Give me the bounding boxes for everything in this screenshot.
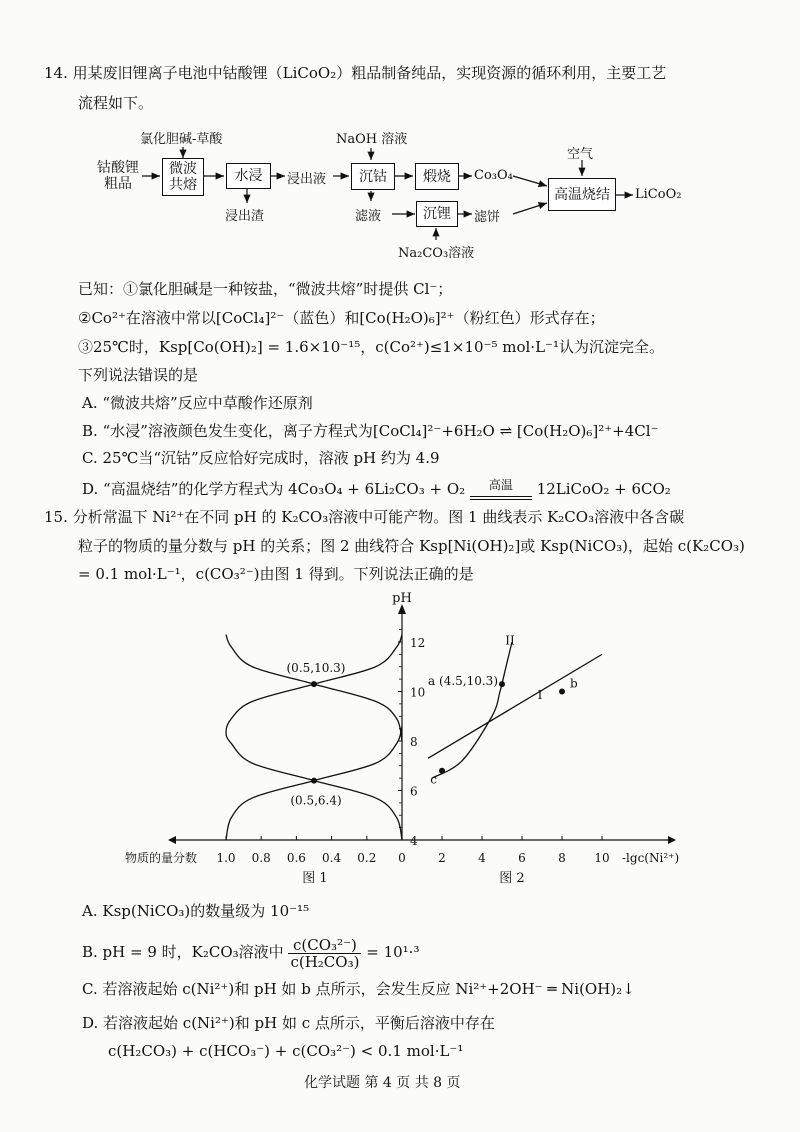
fig1-x-tick-label: 0 — [398, 851, 406, 865]
q14-stem-line1: 14. 用某废旧锂离子电池中钴酸锂（LiCoO₂）粗品制备纯品，实现资源的循环利用，主要工艺 — [44, 64, 667, 82]
fig2-point-3 — [439, 768, 445, 774]
fig1-x-axis-label: 物质的量分数 — [124, 851, 198, 865]
q15-option-c: C. 若溶液起始 c(Ni²⁺)和 pH 如 b 点所示，会发生反应 Ni²⁺+2OH⁻ ═ Ni(OH)₂↓ — [82, 980, 635, 998]
x-axis-arrow-left — [168, 836, 176, 844]
flow-step-li-precip: 沉锂 — [416, 201, 458, 227]
fig1-x-tick-label: 1.0 — [216, 851, 236, 865]
fig2-curve-label-I: I — [537, 687, 543, 702]
fig2-x-axis-label: -lgc(Ni²⁺) — [622, 851, 680, 865]
fig2-title: 图 2 — [499, 871, 525, 886]
y-tick-label: 8 — [410, 735, 418, 749]
q15-option-b — [82, 930, 419, 974]
q14-option-d-left: D. “高温烧结”的化学方程式为 4Co₃O₄ + 6Li₂CO₃ + O₂ — [82, 480, 466, 498]
q15-option-b-fraction — [288, 937, 361, 970]
fig2-curve-label-II: II — [505, 633, 515, 648]
fig1-point-2 — [311, 778, 317, 784]
y-tick-label: 12 — [410, 636, 426, 650]
q15-option-b-numerator: c(CO₃²⁻) — [288, 937, 361, 954]
q14-option-b: B. “水浸”溶液颜色发生变化，离子方程式为[CoCl₄]²⁻+6H₂O ⇌ [Co(H₂O)₆]²⁺+4Cl⁻ — [82, 422, 659, 440]
y-tick-label: 10 — [410, 685, 426, 700]
q14-option-d-arrow — [470, 478, 532, 500]
q14-question: 下列说法错误的是 — [78, 366, 199, 384]
fig2-x-tick-label: 8 — [558, 851, 566, 865]
fig2-x-tick-label: 10 — [594, 851, 610, 865]
flow-feed-label: 钴酸锂 粗品 — [97, 160, 139, 192]
fig1-title: 图 1 — [302, 871, 328, 886]
fig2-x-tick-label: 2 — [438, 851, 446, 865]
q14-option-d-condition: 高温 — [488, 478, 513, 492]
q14-option-d-right: 12LiCoO₂ + 6CO₂ — [536, 480, 671, 498]
fig1-curve-3 — [226, 635, 402, 741]
q14-stem-line2: 流程如下。 — [78, 94, 154, 112]
flow-leachate-label: 浸出液 — [287, 172, 327, 187]
q14-known-3: ③25℃时，Ksp[Co(OH)₂] = 1.6×10⁻¹⁵，c(Co²⁺)≤1×10⁻⁵ mol·L⁻¹认为沉淀完全。 — [78, 338, 664, 356]
q15-figures — [0, 590, 800, 890]
fig2-curve-I — [428, 654, 602, 758]
fig2-point-2 — [559, 689, 565, 695]
flow-residue-label: 浸出渣 — [225, 209, 265, 224]
fig2-point-label-1: a (4.5,10.3) — [428, 674, 498, 689]
fig1-x-tick-label: 0.2 — [357, 851, 377, 865]
flow-step-sinter: 高温烧结 — [548, 178, 616, 211]
q14-option-a: A. “微波共熔”反应中草酸作还原剂 — [82, 394, 313, 412]
q14-option-d — [82, 478, 671, 500]
page-footer: 化学试题 第 4 页 共 8 页 — [304, 1075, 461, 1091]
fig1-point-label-2: (0.5,6.4) — [290, 793, 342, 808]
flow-reagent1-label: 氯化胆碱-草酸 — [140, 132, 223, 147]
flow-step-water-leach: 水浸 — [226, 163, 271, 189]
fig1-x-tick-label: 0.4 — [322, 851, 342, 865]
flow-step-co-precip: 沉钴 — [351, 163, 395, 190]
fig1-point-1 — [311, 681, 317, 687]
y-tick-label: 6 — [410, 784, 418, 799]
flow-step-microwave: 微波 共熔 — [162, 158, 204, 196]
fig2-x-tick-label: 6 — [518, 851, 526, 865]
q15-option-b-left: B. pH = 9 时，K₂CO₃溶液中 — [82, 943, 284, 961]
q15-stem-line2: 粒子的物质的量分数与 pH 的关系；图 2 曲线符合 Ksp[Ni(OH)₂]或 Ksp(NiCO₃)，起始 c(K₂CO₃) — [78, 537, 745, 555]
y-axis-label: pH — [392, 591, 412, 606]
q15-option-d-line2: c(H₂CO₃) + c(HCO₃⁻) + c(CO₃²⁻) < 0.1 mol·L⁻¹ — [108, 1042, 464, 1060]
fig2-curve-II — [432, 642, 512, 778]
flow-air-label: 空气 — [567, 147, 594, 162]
flow-na2co3-label: Na₂CO₃溶液 — [398, 246, 475, 261]
q14-known-1: 已知：①氯化胆碱是一种铵盐，“微波共熔”时提供 Cl⁻； — [78, 280, 453, 298]
q15-option-d-line1: D. 若溶液起始 c(Ni²⁺)和 pH 如 c 点所示，平衡后溶液中存在 — [82, 1014, 495, 1032]
q15-option-b-denominator: c(H₂CO₃) — [290, 952, 360, 971]
flow-cake-label: 滤饼 — [474, 210, 501, 225]
fig1-point-label-1: (0.5,10.3) — [286, 661, 346, 676]
fig2-point-1 — [499, 681, 505, 687]
q14-option-c: C. 25℃当“沉钴”反应恰好完成时，溶液 pH 约为 4.9 — [82, 449, 440, 467]
fig1-x-tick-label: 0.6 — [286, 851, 306, 865]
q15-stem-line1: 15. 分析常温下 Ni²⁺在不同 pH 的 K₂CO₃溶液中可能产物。图 1 曲线表示 K₂CO₃溶液中各含碳 — [44, 508, 685, 526]
flow-co3o4-label: Co₃O₄ — [474, 168, 513, 183]
flow-product-label: LiCoO₂ — [635, 187, 682, 202]
q14-known-2: ②Co²⁺在溶液中常以[CoCl₄]²⁻（蓝色）和[Co(H₂O)₆]²⁺（粉红色）形式存在； — [78, 309, 605, 327]
fig2-point-label-2: b — [570, 676, 578, 691]
flow-filtrate-label: 滤液 — [355, 209, 382, 224]
fig2-point-label-3: c — [430, 772, 437, 787]
q15-option-a: A. Ksp(NiCO₃)的数量级为 10⁻¹⁵ — [82, 902, 310, 920]
x-axis-arrow-right — [668, 836, 676, 844]
fig2-x-tick-label: 4 — [478, 851, 486, 865]
fig1-x-tick-label: 0.8 — [251, 851, 271, 865]
q15-option-b-right: = 10¹·³ — [366, 943, 420, 961]
y-tick-label: 4 — [410, 834, 418, 848]
flow-naoh-label: NaOH 溶液 — [336, 132, 408, 147]
flow-step-calcine: 煅烧 — [415, 163, 459, 190]
q15-stem-line3: = 0.1 mol·L⁻¹，c(CO₃²⁻)由图 1 得到。下列说法正确的是 — [78, 565, 474, 583]
